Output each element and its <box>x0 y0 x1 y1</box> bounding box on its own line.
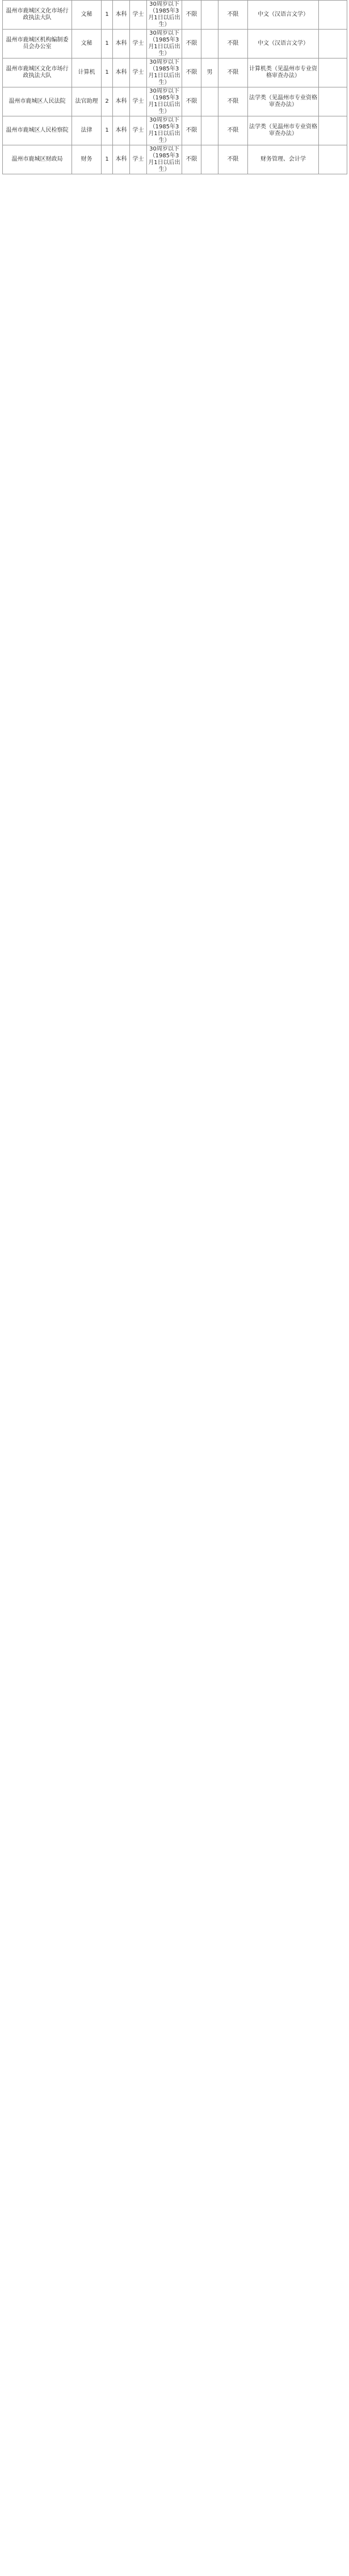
degree-cell: 学士 <box>130 116 147 145</box>
conditions-cell: 法学类（见温州市专业资格审查办法） <box>248 87 319 116</box>
politics-cell: 不限 <box>182 30 201 58</box>
household-cell: 不限 <box>218 87 248 116</box>
gender-cell <box>201 87 218 116</box>
count-cell: 1 <box>102 116 113 145</box>
age-cell: 30周岁以下（1985年3月1日以后出生） <box>147 58 182 87</box>
education-cell: 本科 <box>113 116 130 145</box>
education-cell: 本科 <box>113 58 130 87</box>
table-row <box>3 87 347 116</box>
note-cell <box>319 87 347 116</box>
note-cell <box>319 116 347 145</box>
degree-cell: 学士 <box>130 30 147 58</box>
table-row <box>3 116 347 145</box>
count-cell: 1 <box>102 30 113 58</box>
politics-cell: 不限 <box>182 58 201 87</box>
education-cell: 本科 <box>113 145 130 174</box>
note-cell <box>319 1 347 30</box>
household-cell: 不限 <box>218 116 248 145</box>
age-cell: 30周岁以下（1985年3月1日以后出生） <box>147 1 182 30</box>
count-cell: 1 <box>102 1 113 30</box>
age-cell: 30周岁以下（1985年3月1日以后出生） <box>147 30 182 58</box>
conditions-cell: 财务管理、会计学 <box>248 145 319 174</box>
table-row <box>3 145 347 174</box>
unit-cell: 温州市鹿城区文化市场行政执法大队 <box>3 58 72 87</box>
post-cell: 法官助理 <box>72 87 102 116</box>
household-cell: 不限 <box>218 1 248 30</box>
note-cell <box>319 58 347 87</box>
household-cell: 不限 <box>218 30 248 58</box>
table-row <box>3 1 347 30</box>
politics-cell: 不限 <box>182 1 201 30</box>
table-row <box>3 58 347 87</box>
note-cell <box>319 30 347 58</box>
education-cell: 本科 <box>113 87 130 116</box>
count-cell: 1 <box>102 145 113 174</box>
politics-cell: 不限 <box>182 116 201 145</box>
age-cell: 30周岁以下（1985年3月1日以后出生） <box>147 87 182 116</box>
count-cell: 1 <box>102 58 113 87</box>
gender-cell <box>201 116 218 145</box>
gender-cell: 男 <box>201 58 218 87</box>
age-cell: 30周岁以下（1985年3月1日以后出生） <box>147 116 182 145</box>
education-cell: 本科 <box>113 1 130 30</box>
recruitment-table <box>2 0 347 174</box>
degree-cell: 学士 <box>130 1 147 30</box>
education-cell: 本科 <box>113 30 130 58</box>
degree-cell: 学士 <box>130 87 147 116</box>
post-cell: 财务 <box>72 145 102 174</box>
politics-cell: 不限 <box>182 145 201 174</box>
gender-cell <box>201 1 218 30</box>
degree-cell: 学士 <box>130 145 147 174</box>
unit-cell: 温州市鹿城区财政局 <box>3 145 72 174</box>
count-cell: 2 <box>102 87 113 116</box>
age-cell: 30周岁以下（1985年3月1日以后出生） <box>147 145 182 174</box>
note-cell <box>319 145 347 174</box>
gender-cell <box>201 145 218 174</box>
post-cell: 文秘 <box>72 1 102 30</box>
unit-cell: 温州市鹿城区人民法院 <box>3 87 72 116</box>
household-cell: 不限 <box>218 58 248 87</box>
conditions-cell: 中文（汉语言文学） <box>248 1 319 30</box>
post-cell: 计算机 <box>72 58 102 87</box>
post-cell: 文秘 <box>72 30 102 58</box>
recruitment-table-sheet <box>2 0 347 174</box>
conditions-cell: 中文（汉语言文学） <box>248 30 319 58</box>
unit-cell: 温州市鹿城区文化市场行政执法大队 <box>3 1 72 30</box>
table-row <box>3 30 347 58</box>
gender-cell <box>201 30 218 58</box>
post-cell: 法律 <box>72 116 102 145</box>
unit-cell: 温州市鹿城区机构编制委员会办公室 <box>3 30 72 58</box>
conditions-cell: 法学类（见温州市专业资格审查办法） <box>248 116 319 145</box>
degree-cell: 学士 <box>130 58 147 87</box>
unit-cell: 温州市鹿城区人民检察院 <box>3 116 72 145</box>
recruitment-table-body <box>3 1 347 174</box>
conditions-cell: 计算机类（见温州市专业资格审查办法） <box>248 58 319 87</box>
politics-cell: 不限 <box>182 87 201 116</box>
household-cell: 不限 <box>218 145 248 174</box>
